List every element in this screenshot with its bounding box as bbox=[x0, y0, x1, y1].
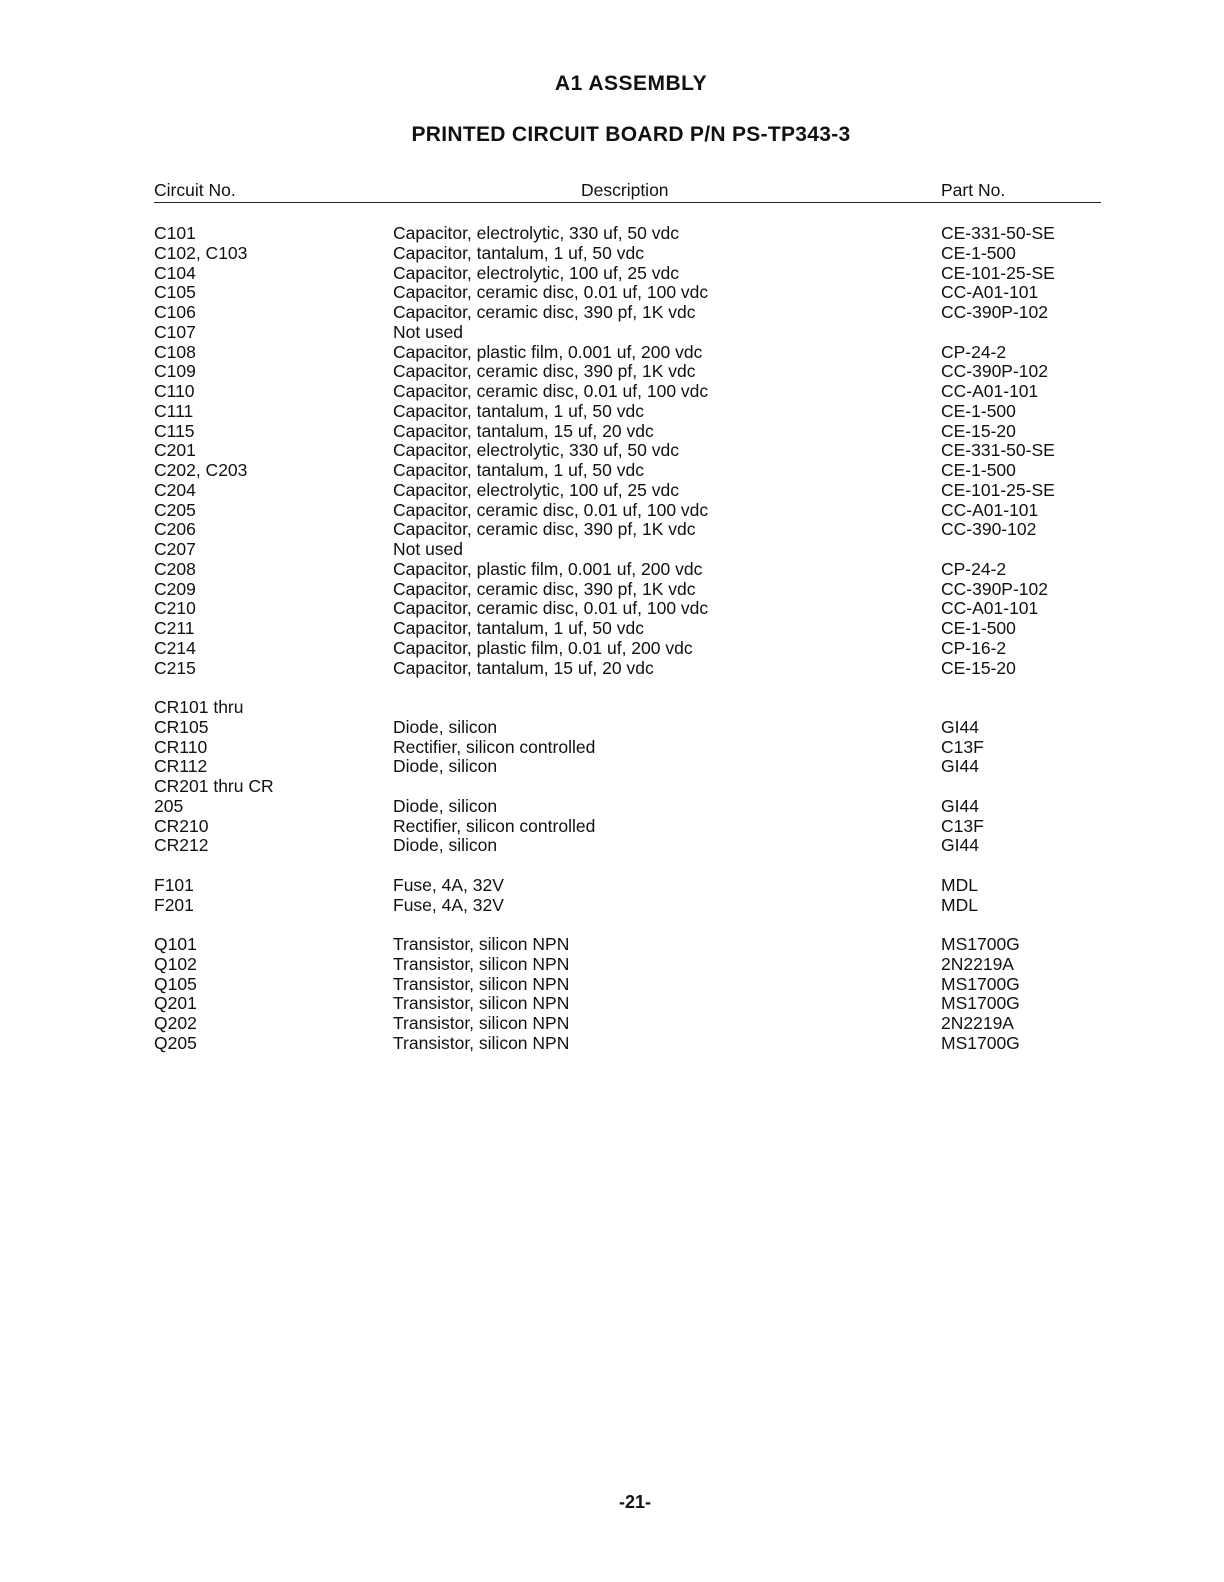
cell-part-no: MS1700G bbox=[941, 973, 1020, 994]
cell-part-no: CE-1-500 bbox=[941, 618, 1016, 638]
table-row bbox=[154, 264, 1101, 284]
table-row bbox=[154, 244, 1101, 264]
table-row bbox=[154, 817, 1101, 837]
table-header bbox=[154, 178, 1101, 203]
table-row bbox=[154, 599, 1101, 619]
cell-part-no: GI44 bbox=[941, 716, 979, 737]
page-number: -21- bbox=[618, 1492, 651, 1512]
cell-circuit-no: C215 bbox=[154, 657, 196, 678]
cell-circuit-no: C102, C103 bbox=[154, 242, 248, 263]
table-row bbox=[154, 283, 1101, 303]
table-row bbox=[154, 777, 1101, 797]
cell-circuit-no: C207 bbox=[154, 539, 196, 559]
cell-description: Transistor, silicon NPN bbox=[393, 934, 570, 954]
table-row bbox=[154, 856, 1101, 896]
cell-part-no: GI44 bbox=[941, 795, 979, 816]
table-row bbox=[154, 303, 1101, 323]
cell-description: Transistor, silicon NPN bbox=[393, 973, 570, 994]
cell-circuit-no: CR201 thru CR bbox=[154, 776, 274, 796]
cell-part-no: MDL bbox=[941, 874, 978, 895]
cell-circuit-no: C105 bbox=[154, 282, 196, 303]
cell-part-no: CC-390-102 bbox=[941, 519, 1037, 540]
cell-part-no: CE-101-25-SE bbox=[941, 479, 1055, 500]
cell-description: Capacitor, tantalum, 1 uf, 50 vdc bbox=[393, 400, 644, 421]
cell-part-no: CC-A01-101 bbox=[941, 381, 1039, 401]
cell-circuit-no: C104 bbox=[154, 262, 196, 283]
cell-circuit-no: Q201 bbox=[154, 993, 197, 1014]
cell-description: Capacitor, ceramic disc, 390 pf, 1K vdc bbox=[393, 519, 696, 540]
cell-part-no: CC-A01-101 bbox=[941, 282, 1039, 303]
cell-part-no: C13F bbox=[941, 815, 984, 836]
parts-table bbox=[154, 224, 1101, 1054]
cell-description: Capacitor, ceramic disc, 390 pf, 1K vdc bbox=[393, 578, 696, 599]
header-circuit-no: Circuit No. bbox=[154, 180, 236, 200]
cell-circuit-no: C109 bbox=[154, 361, 196, 382]
cell-description: Capacitor, tantalum, 1 uf, 50 vdc bbox=[393, 460, 644, 480]
table-row bbox=[154, 619, 1101, 639]
cell-part-no: 2N2219A bbox=[941, 953, 1014, 974]
cell-part-no: 2N2219A bbox=[941, 1013, 1014, 1033]
cell-description: Capacitor, ceramic disc, 390 pf, 1K vdc bbox=[393, 361, 696, 382]
cell-circuit-no: C210 bbox=[154, 598, 196, 619]
table-row bbox=[154, 659, 1101, 679]
cell-circuit-no: C111 bbox=[154, 400, 194, 421]
cell-circuit-no: C106 bbox=[154, 302, 196, 322]
cell-description: Capacitor, plastic film, 0.001 uf, 200 vdc bbox=[393, 341, 703, 362]
cell-description: Transistor, silicon NPN bbox=[393, 953, 570, 974]
cell-description: Capacitor, ceramic disc, 0.01 uf, 100 vdc bbox=[393, 282, 709, 303]
cell-circuit-no: CR105 bbox=[154, 716, 209, 737]
cell-part-no: GI44 bbox=[941, 756, 979, 777]
table-row bbox=[154, 343, 1101, 363]
cell-circuit-no: CR101 thru bbox=[154, 697, 244, 717]
cell-circuit-no: Q205 bbox=[154, 1032, 197, 1053]
cell-description: Transistor, silicon NPN bbox=[393, 1013, 570, 1033]
cell-description: Transistor, silicon NPN bbox=[393, 993, 570, 1014]
table-row bbox=[154, 481, 1101, 501]
table-row bbox=[154, 896, 1101, 916]
cell-part-no: CC-390P-102 bbox=[941, 361, 1048, 382]
cell-part-no: CC-A01-101 bbox=[941, 598, 1039, 619]
cell-circuit-no: C209 bbox=[154, 578, 196, 599]
cell-description: Not used bbox=[393, 321, 464, 342]
cell-description: Capacitor, plastic film, 0.001 uf, 200 vdc bbox=[393, 558, 703, 579]
table-row bbox=[154, 836, 1101, 856]
cell-part-no: CE-1-500 bbox=[941, 460, 1016, 480]
cell-part-no: CE-331-50-SE bbox=[941, 223, 1055, 243]
table-row bbox=[154, 501, 1101, 521]
table-row bbox=[154, 540, 1101, 560]
table-row bbox=[154, 738, 1101, 758]
cell-circuit-no: C211 bbox=[154, 618, 195, 638]
cell-circuit-no: F101 bbox=[154, 874, 194, 895]
cell-circuit-no: 205 bbox=[154, 795, 184, 816]
cell-description: Fuse, 4A, 32V bbox=[393, 894, 504, 915]
cell-description: Capacitor, electrolytic, 100 uf, 25 vdc bbox=[393, 262, 679, 283]
cell-circuit-no: C204 bbox=[154, 479, 196, 500]
cell-circuit-no: C206 bbox=[154, 519, 196, 540]
cell-part-no: MS1700G bbox=[941, 934, 1020, 954]
table-row bbox=[154, 402, 1101, 422]
cell-part-no: GI44 bbox=[941, 835, 979, 856]
cell-circuit-no: CR110 bbox=[154, 736, 208, 757]
cell-description: Diode, silicon bbox=[393, 835, 498, 856]
cell-part-no: CP-24-2 bbox=[941, 341, 1007, 362]
cell-description: Capacitor, ceramic disc, 0.01 uf, 100 vdc bbox=[393, 499, 709, 520]
table-row bbox=[154, 580, 1101, 600]
cell-circuit-no: Q102 bbox=[154, 953, 197, 974]
cell-part-no: CE-1-500 bbox=[941, 242, 1016, 263]
cell-description: Capacitor, ceramic disc, 390 pf, 1K vdc bbox=[393, 302, 696, 322]
assembly-title: A1 ASSEMBLY bbox=[554, 72, 708, 95]
cell-part-no: CC-390P-102 bbox=[941, 578, 1048, 599]
cell-description: Capacitor, electrolytic, 100 uf, 25 vdc bbox=[393, 479, 679, 500]
table-row bbox=[154, 560, 1101, 580]
cell-part-no: CE-15-20 bbox=[941, 657, 1016, 678]
cell-circuit-no: CR212 bbox=[154, 835, 209, 856]
cell-circuit-no: F201 bbox=[154, 894, 194, 915]
cell-circuit-no: C110 bbox=[154, 381, 195, 401]
cell-description: Not used bbox=[393, 539, 464, 559]
cell-part-no: MS1700G bbox=[941, 1032, 1020, 1053]
table-row bbox=[154, 678, 1101, 718]
table-row bbox=[154, 520, 1101, 540]
cell-description: Diode, silicon bbox=[393, 756, 498, 777]
table-row bbox=[154, 994, 1101, 1014]
table-row bbox=[154, 461, 1101, 481]
cell-description: Capacitor, tantalum, 15 uf, 20 vdc bbox=[393, 420, 654, 441]
table-row bbox=[154, 422, 1101, 442]
cell-part-no: CC-A01-101 bbox=[941, 499, 1039, 520]
cell-circuit-no: C101 bbox=[154, 223, 196, 243]
table-row bbox=[154, 323, 1101, 343]
table-row bbox=[154, 224, 1101, 244]
cell-description: Rectifier, silicon controlled bbox=[393, 815, 596, 836]
table-row bbox=[154, 639, 1101, 659]
cell-circuit-no: Q202 bbox=[154, 1013, 197, 1033]
table-row bbox=[154, 718, 1101, 738]
cell-description: Capacitor, ceramic disc, 0.01 uf, 100 vdc bbox=[393, 381, 709, 401]
cell-part-no: MDL bbox=[941, 894, 978, 915]
cell-circuit-no: Q101 bbox=[154, 934, 197, 954]
cell-description: Diode, silicon bbox=[393, 795, 498, 816]
cell-circuit-no: C107 bbox=[154, 321, 196, 342]
table-row bbox=[154, 955, 1101, 975]
cell-circuit-no: C201 bbox=[154, 440, 196, 461]
table-row bbox=[154, 757, 1101, 777]
cell-circuit-no: C205 bbox=[154, 499, 196, 520]
cell-description: Capacitor, plastic film, 0.01 uf, 200 vdc bbox=[393, 637, 693, 658]
cell-description: Diode, silicon bbox=[393, 716, 498, 737]
cell-part-no: CE-101-25-SE bbox=[941, 262, 1055, 283]
cell-circuit-no: CR112 bbox=[154, 756, 208, 777]
table-row bbox=[154, 975, 1101, 995]
table-row bbox=[154, 362, 1101, 382]
cell-circuit-no: C214 bbox=[154, 637, 196, 658]
cell-circuit-no: C208 bbox=[154, 558, 196, 579]
cell-part-no: CC-390P-102 bbox=[941, 302, 1048, 322]
cell-description: Rectifier, silicon controlled bbox=[393, 736, 596, 757]
header-part-no: Part No. bbox=[941, 180, 1006, 200]
cell-description: Transistor, silicon NPN bbox=[393, 1032, 570, 1053]
cell-circuit-no: Q105 bbox=[154, 973, 197, 994]
cell-part-no: C13F bbox=[941, 736, 984, 757]
cell-circuit-no: CR210 bbox=[154, 815, 209, 836]
table-row bbox=[154, 797, 1101, 817]
cell-description: Capacitor, tantalum, 1 uf, 50 vdc bbox=[393, 242, 644, 263]
cell-part-no: CP-24-2 bbox=[941, 558, 1007, 579]
cell-part-no: CE-15-20 bbox=[941, 420, 1016, 441]
table-row bbox=[154, 1014, 1101, 1034]
cell-description: Capacitor, tantalum, 1 uf, 50 vdc bbox=[393, 618, 644, 638]
cell-part-no: CE-1-500 bbox=[941, 400, 1016, 421]
cell-circuit-no: C108 bbox=[154, 341, 196, 362]
table-row bbox=[154, 1034, 1101, 1054]
cell-part-no: CP-16-2 bbox=[941, 637, 1007, 658]
cell-description: Fuse, 4A, 32V bbox=[393, 874, 504, 895]
header-description: Description bbox=[581, 180, 669, 200]
cell-circuit-no: C202, C203 bbox=[154, 460, 248, 480]
table-row bbox=[154, 915, 1101, 955]
cell-description: Capacitor, electrolytic, 330 uf, 50 vdc bbox=[393, 440, 679, 461]
board-subtitle: PRINTED CIRCUIT BOARD P/N PS-TP343-3 bbox=[411, 123, 851, 146]
cell-description: Capacitor, ceramic disc, 0.01 uf, 100 vdc bbox=[393, 598, 709, 619]
table-row bbox=[154, 441, 1101, 461]
table-row bbox=[154, 382, 1101, 402]
cell-description: Capacitor, electrolytic, 330 uf, 50 vdc bbox=[393, 223, 679, 243]
cell-description: Capacitor, tantalum, 15 uf, 20 vdc bbox=[393, 657, 654, 678]
cell-part-no: CE-331-50-SE bbox=[941, 440, 1055, 461]
cell-part-no: MS1700G bbox=[941, 993, 1020, 1014]
cell-circuit-no: C115 bbox=[154, 420, 195, 441]
